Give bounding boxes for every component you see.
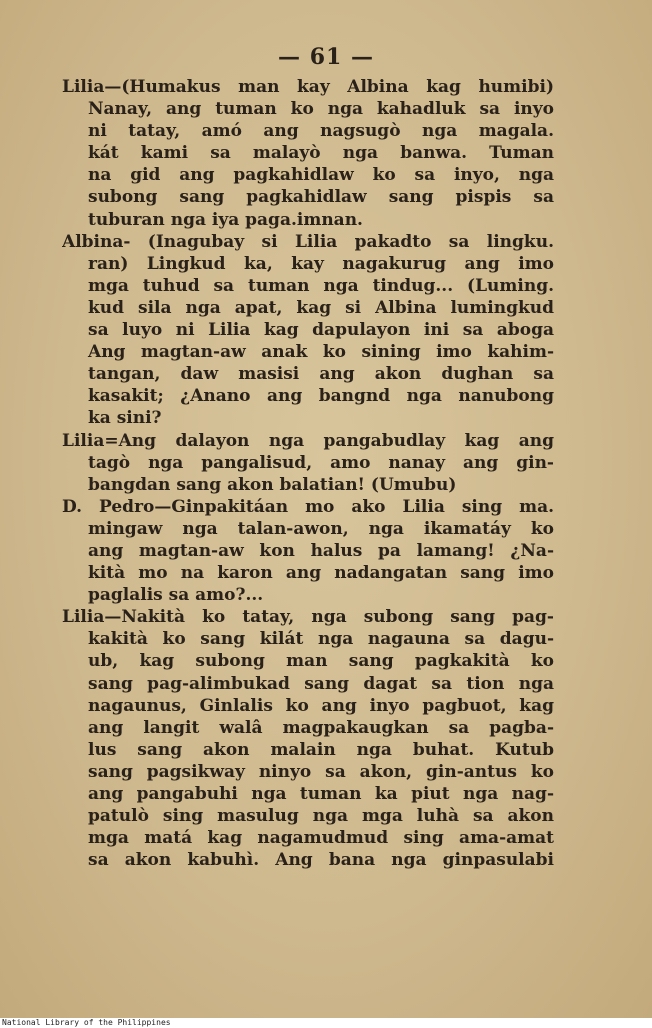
text-line: Ang magtan-aw anak ko sining imo kahim- [88,342,554,363]
page-number: — 61 — [278,44,374,70]
text-line: sang pagsikway ninyo sa akon, gin-antus ko [88,761,554,782]
text-line: ub, kag subong man sang pagkakità ko [88,651,554,672]
text-line: kát kami sa malayò nga banwa. Tuman [88,143,554,164]
text-line: patulò sing masulug nga mga luhà sa akon [88,806,554,827]
text-line: Lilia—(Humakus man kay Albina kag humibi) [62,77,554,97]
text-line: mga tuhud sa tuman nga tindug... (Luming. [88,275,554,296]
text-line: ang langit walâ magpakaugkan sa pagba- [88,717,554,738]
text-line: tagò nga pangalisud, amo nanay ang gin- [88,452,554,473]
text-line: sa akon kabuhì. Ang bana nga ginpasulabi [88,850,554,871]
footer-credit: National Library of the Philippines [2,1018,171,1027]
text-line: nagaunus, Ginlalis ko ang inyo pagbuot, kag [88,695,554,716]
text-line: na gid ang pagkahidlaw ko sa inyo, nga [88,165,554,186]
text-line: subong sang pagkahidlaw sang pispis sa [88,187,554,208]
text-line: sa luyo ni Lilia kag dapulayon ini sa aboga [88,320,554,341]
text-line: tangan, daw masisi ang akon dughan sa [88,364,554,385]
text-line: tuburan nga iya paga.imnan. [88,209,363,230]
body-text [62,76,554,871]
text-line: kità mo na karon ang nadangatan sang imo [88,563,554,584]
footer-bar [0,1018,652,1028]
text-line: Albina- (Inagubay si Lilia pakadto sa lingku. [62,231,554,252]
text-line: lus sang akon malain nga buhat. Kutub [88,739,554,760]
text-line: ka sini? [88,408,162,429]
text-line: D. Pedro—Ginpakitáan mo ako Lilia sing ma. [62,496,554,517]
text-line: sang pag-alimbukad sang dagat sa tion nga [88,673,554,694]
text-line: kakità ko sang kilát nga nagauna sa dagu- [88,629,554,650]
text-line: ang pangabuhi nga tuman ka piut nga nag- [88,784,554,804]
text-line: mingaw nga talan-awon, nga ikamatáy ko [88,518,554,539]
text-line: mga matá kag nagamudmud sing ama-amat [88,828,554,849]
text-line: kud sila nga apat, kag si Albina lumingkud [88,297,554,318]
text-line: bangdan sang akon balatian! (Umubu) [88,474,457,495]
text-line: Lilia—Nakità ko tatay, nga subong sang pag- [62,607,554,628]
text-line: Nanay, ang tuman ko nga kahadluk sa inyo [88,99,554,120]
text-line: ran) Lingkud ka, kay nagakurug ang imo [88,253,554,274]
text-line: ni tatay, amó ang nagsugò nga magala. [88,121,554,142]
text-line: Lilia=Ang dalayon nga pangabudlay kag ang [62,430,554,451]
text-line: ang magtan-aw kon halus pa lamang! ¿Na- [88,540,554,561]
text-line: paglalis sa amo?... [88,585,264,606]
text-line: kasakit; ¿Anano ang bangnd nga nanubong [88,386,554,407]
